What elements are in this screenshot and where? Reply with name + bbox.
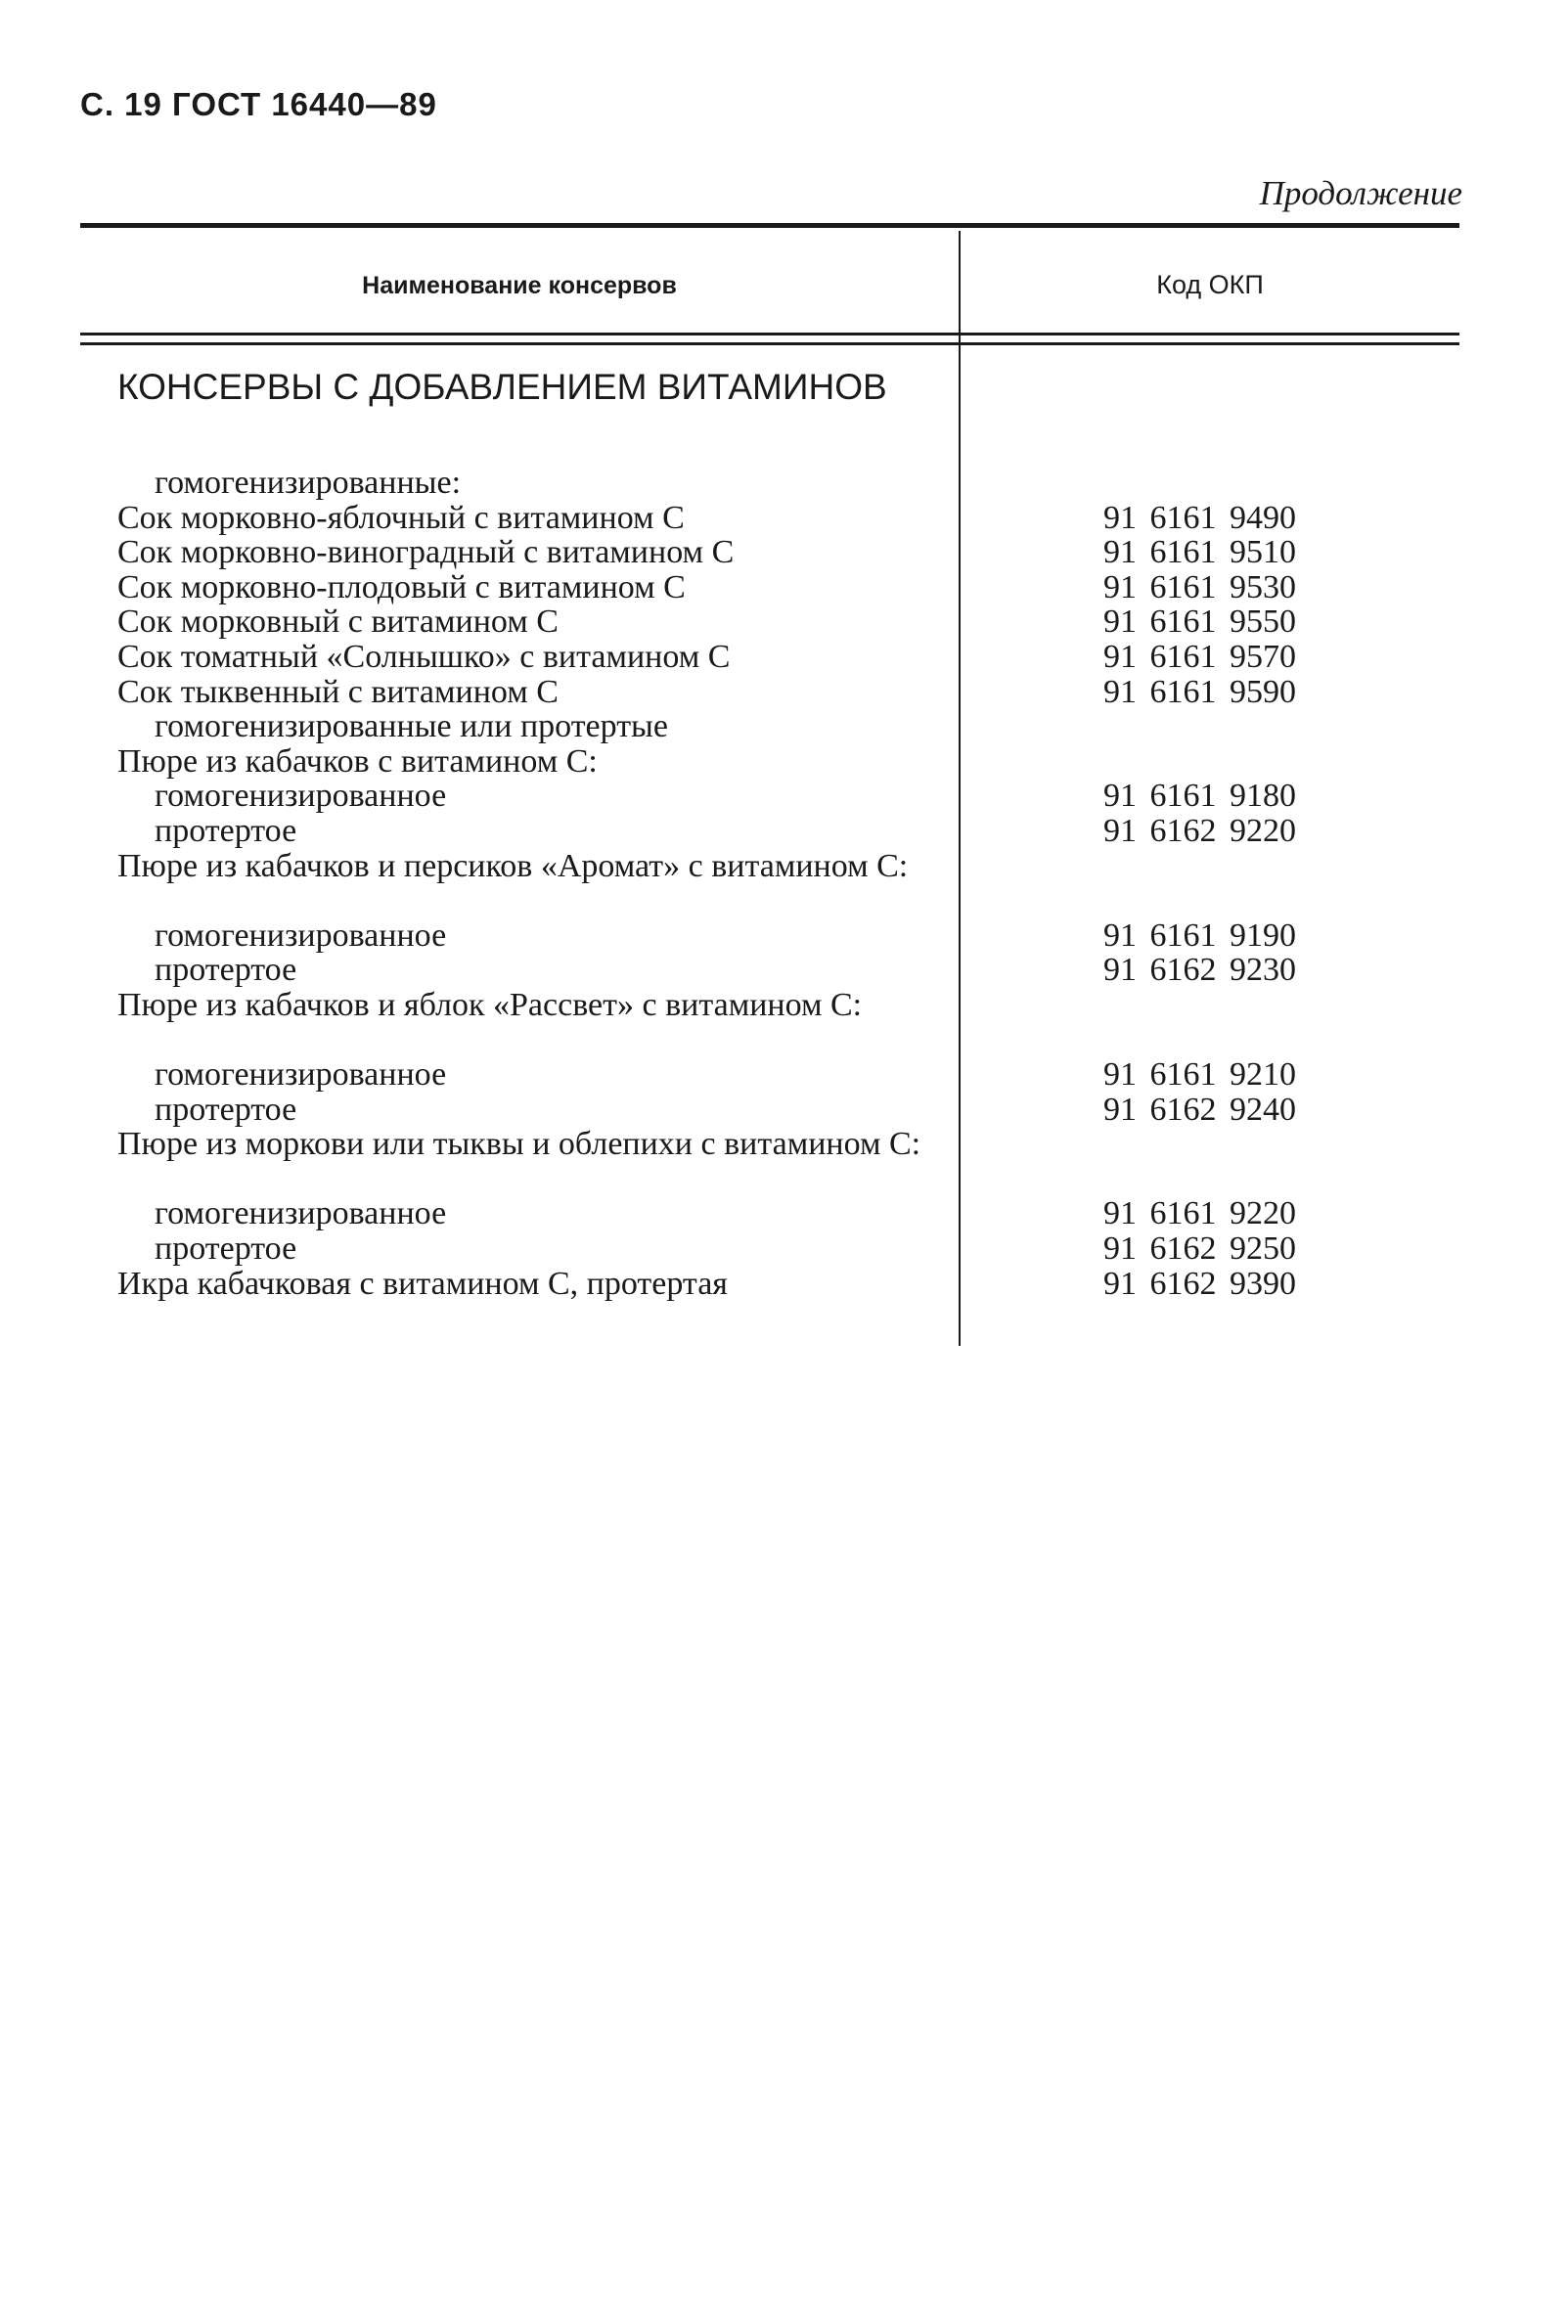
table-body bbox=[0, 466, 1568, 1301]
table-row bbox=[0, 709, 1568, 744]
header-double-rule-upper bbox=[80, 333, 1459, 335]
row-code: 91 6161 9180 bbox=[1103, 778, 1296, 815]
row-code: 91 6162 9230 bbox=[1103, 952, 1296, 989]
table-row bbox=[0, 814, 1568, 849]
table-row bbox=[0, 604, 1568, 640]
row-name: Сок томатный «Солнышко» с витамином С bbox=[117, 638, 731, 675]
row-name: Сок тыквенный с витамином С bbox=[117, 673, 559, 710]
table-row bbox=[0, 953, 1568, 988]
table-row bbox=[0, 1231, 1568, 1267]
row-name: протертое bbox=[155, 1091, 297, 1128]
row-code: 91 6162 9250 bbox=[1103, 1230, 1296, 1268]
table-row bbox=[0, 1057, 1568, 1093]
row-name: протертое bbox=[155, 812, 297, 849]
page-number-header: С. 19 ГОСТ 16440—89 bbox=[80, 86, 437, 122]
row-name: гомогенизированное bbox=[155, 916, 447, 954]
row-name: протертое bbox=[155, 1230, 297, 1268]
table-row bbox=[0, 779, 1568, 814]
table-row bbox=[0, 849, 1568, 918]
row-code: 91 6161 9530 bbox=[1103, 568, 1296, 605]
table-row bbox=[0, 535, 1568, 570]
table-row bbox=[0, 1093, 1568, 1128]
continuation-label: Продолжение bbox=[1259, 174, 1462, 212]
row-name: Икра кабачковая с витамином С, протертая bbox=[117, 1265, 728, 1302]
table-row bbox=[0, 988, 1568, 1057]
table-row bbox=[0, 570, 1568, 605]
row-code: 91 6162 9220 bbox=[1103, 812, 1296, 849]
row-name: Сок морковно-яблочный с витамином С bbox=[117, 499, 685, 536]
row-code: 91 6161 9490 bbox=[1103, 499, 1296, 536]
row-name: Пюре из кабачков и яблок «Рассвет» с витамином С: bbox=[117, 986, 863, 1023]
header-double-rule-lower bbox=[80, 342, 1459, 345]
row-name: Пюре из кабачков и персиков «Аромат» с витамином С: bbox=[117, 847, 909, 884]
row-name: Сок морковный с витамином С bbox=[117, 603, 559, 641]
row-name: Пюре из моркови или тыквы и облепихи с витамином С: bbox=[117, 1126, 921, 1163]
row-name: протертое bbox=[155, 952, 297, 989]
row-code: 91 6161 9190 bbox=[1103, 916, 1296, 954]
row-name: гомогенизированное bbox=[155, 1056, 447, 1094]
row-code: 91 6161 9220 bbox=[1103, 1195, 1296, 1232]
table-row bbox=[0, 1267, 1568, 1302]
row-code: 91 6162 9390 bbox=[1103, 1265, 1296, 1302]
row-code: 91 6162 9240 bbox=[1103, 1091, 1296, 1128]
row-name: Сок морковно-плодовый с витамином С bbox=[117, 568, 686, 605]
row-name: гомогенизированные: bbox=[155, 465, 462, 501]
row-code: 91 6161 9210 bbox=[1103, 1056, 1296, 1094]
row-code: 91 6161 9590 bbox=[1103, 673, 1296, 710]
row-code: 91 6161 9550 bbox=[1103, 603, 1296, 641]
section-title: КОНСЕРВЫ С ДОБАВЛЕНИЕМ ВИТАМИНОВ bbox=[117, 367, 887, 407]
row-name: гомогенизированное bbox=[155, 778, 447, 815]
table-row bbox=[0, 918, 1568, 954]
column-header-name: Наименование консервов bbox=[362, 272, 677, 299]
table-row bbox=[0, 744, 1568, 780]
table-row bbox=[0, 675, 1568, 710]
table-row bbox=[0, 1127, 1568, 1196]
row-code: 91 6161 9570 bbox=[1103, 638, 1296, 675]
row-name: гомогенизированные или протертые bbox=[155, 708, 668, 745]
row-name: гомогенизированное bbox=[155, 1195, 447, 1232]
table-row bbox=[0, 466, 1568, 501]
row-code: 91 6161 9510 bbox=[1103, 534, 1296, 571]
row-name: Сок морковно-виноградный с витамином С bbox=[117, 534, 735, 571]
column-header-code: Код ОКП bbox=[1156, 270, 1264, 299]
table-row bbox=[0, 640, 1568, 675]
table-row bbox=[0, 1196, 1568, 1231]
table-top-rule bbox=[80, 223, 1459, 228]
row-name: Пюре из кабачков с витамином С: bbox=[117, 742, 598, 780]
table-row bbox=[0, 501, 1568, 536]
